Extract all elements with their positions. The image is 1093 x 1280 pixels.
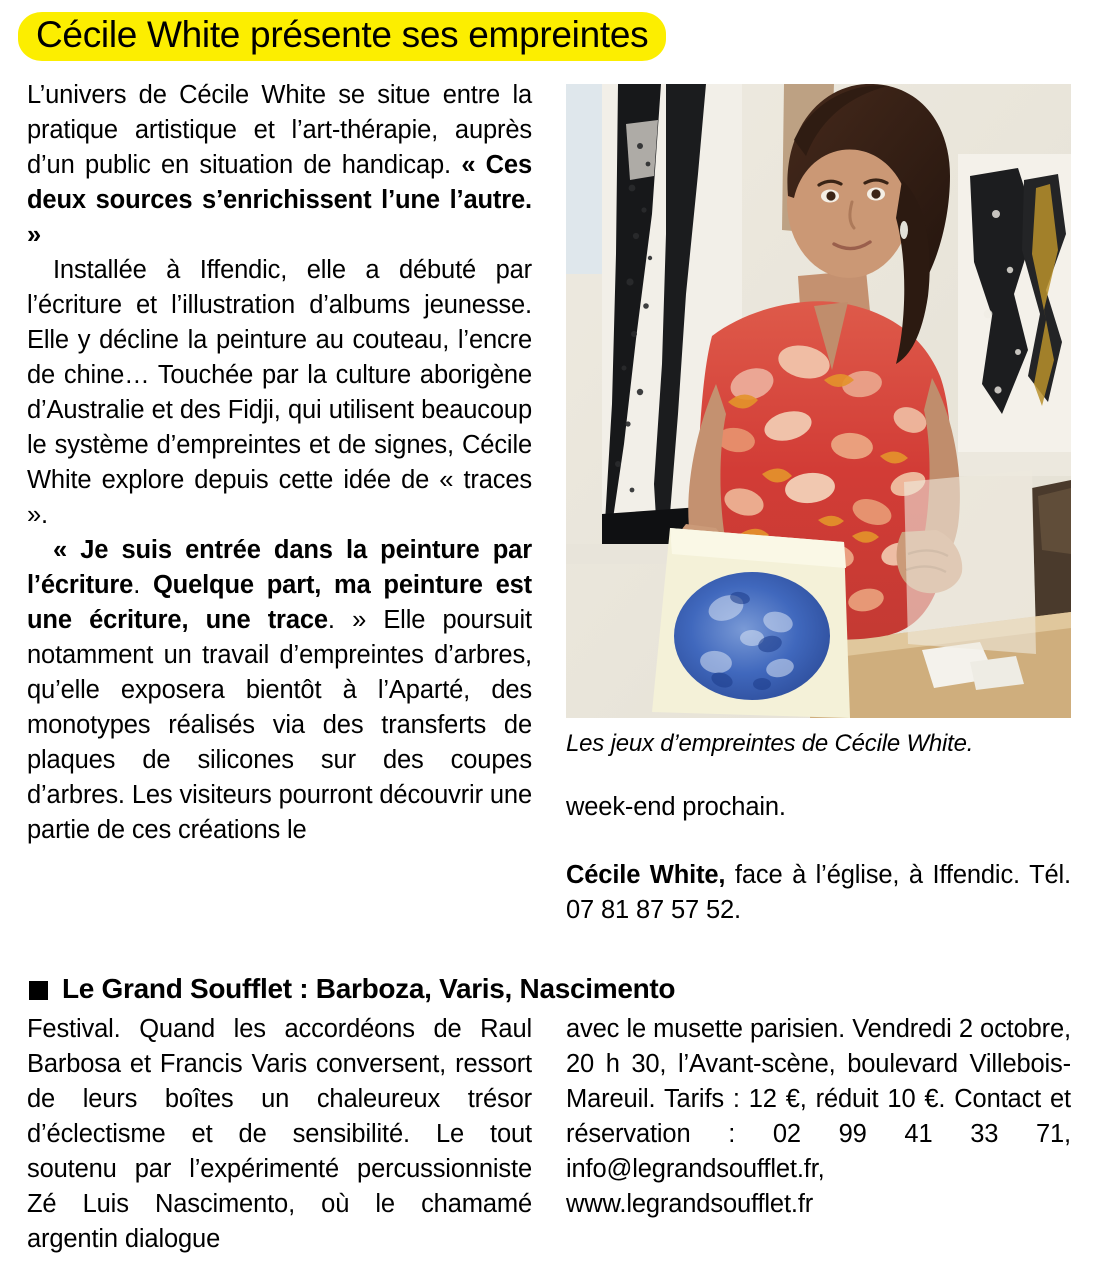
paragraph-intro [27,78,532,253]
paragraph-contact [566,858,1071,928]
paragraph-spacer [566,825,1071,858]
paragraph-continuation: week-end prochain. [566,793,786,821]
quote-tail-text: . » Elle poursuit notamment un travail d’empreintes d’arbres, qu’elle exposera bientôt à l’Aparté, des monotypes réalisés via des transferts de plaques de silicones sur des coupes d’arbres. Les visiteurs pourront découvrir une partie de ces créations le [27,606,532,844]
photo-caption: Les jeux d’empreintes de Cécile White. [566,730,974,757]
right-canvas [958,154,1071,476]
second-article-title: Le Grand Soufflet : Barboza, Varis, Nascimento [62,973,676,1004]
page-title: Cécile White présente ses empreintes [36,14,649,55]
quote-separator: . [133,571,153,599]
headline-highlight-bar [18,12,666,61]
intro-plain-text: L’univers de Cécile White se situe entre la pratique artistique et l’art-thérapie, auprès d’un public en situation de handicap. [27,81,532,179]
second-article-headline-row [29,972,1074,1006]
main-headline-container [18,12,666,60]
square-bullet-icon [29,981,48,1000]
second-article-left-column: Festival. Quand les accordéons de Raul Barbosa et Francis Varis conversent, ressort de leurs boîtes un chaleureux trésor d’éclectisme et de sensibilité. Le tout soutenu par l’expérimenté percussionniste Zé Luis Nascimento, où le chamamé argentin dialogue [27,1015,532,1253]
second-article-right-column: avec le musette parisien. Vendredi 2 octobre, 20 h 30, l’Avant-scène, boulevard Villebois-Mareuil. Tarifs : 12 €, réduit 10 €. Contact et réservation : 02 99 41 33 71, info@legrandsoufflet.fr, www.legrandsoufflet.fr [566,1015,1071,1218]
contact-name: Cécile White, [566,861,726,889]
main-article-left-column [27,78,532,848]
quote-bold-part-a: « Je suis entrée dans la peinture par l’écriture [27,536,532,599]
paragraph-pull-quote [27,533,532,848]
main-article-right-column [566,790,1071,928]
intro-quote-bold: « Ces deux sources s’enrichissent l’une l’autre. » [27,151,533,249]
photo-illustration [566,84,1071,718]
paragraph-biography: Installée à Iffendic, elle a débuté par l’écriture et l’illustration d’albums jeunesse. Elle y décline la peinture au couteau, l’encre de chine… Touchée par la culture aborigène d’Australie et des Fidji, qui utilisent beaucoup le système d’empreintes et de signes, Cécile White explore depuis cette idée de « traces ». [27,256,532,529]
contact-details: face à l’église, à Iffendic. Tél. 07 81 87 57 52. [566,861,1071,924]
held-print [652,528,850,718]
quote-bold-part-b: Quelque part, ma peinture est une écriture, une trace [27,571,532,634]
article-photo [566,84,1071,718]
